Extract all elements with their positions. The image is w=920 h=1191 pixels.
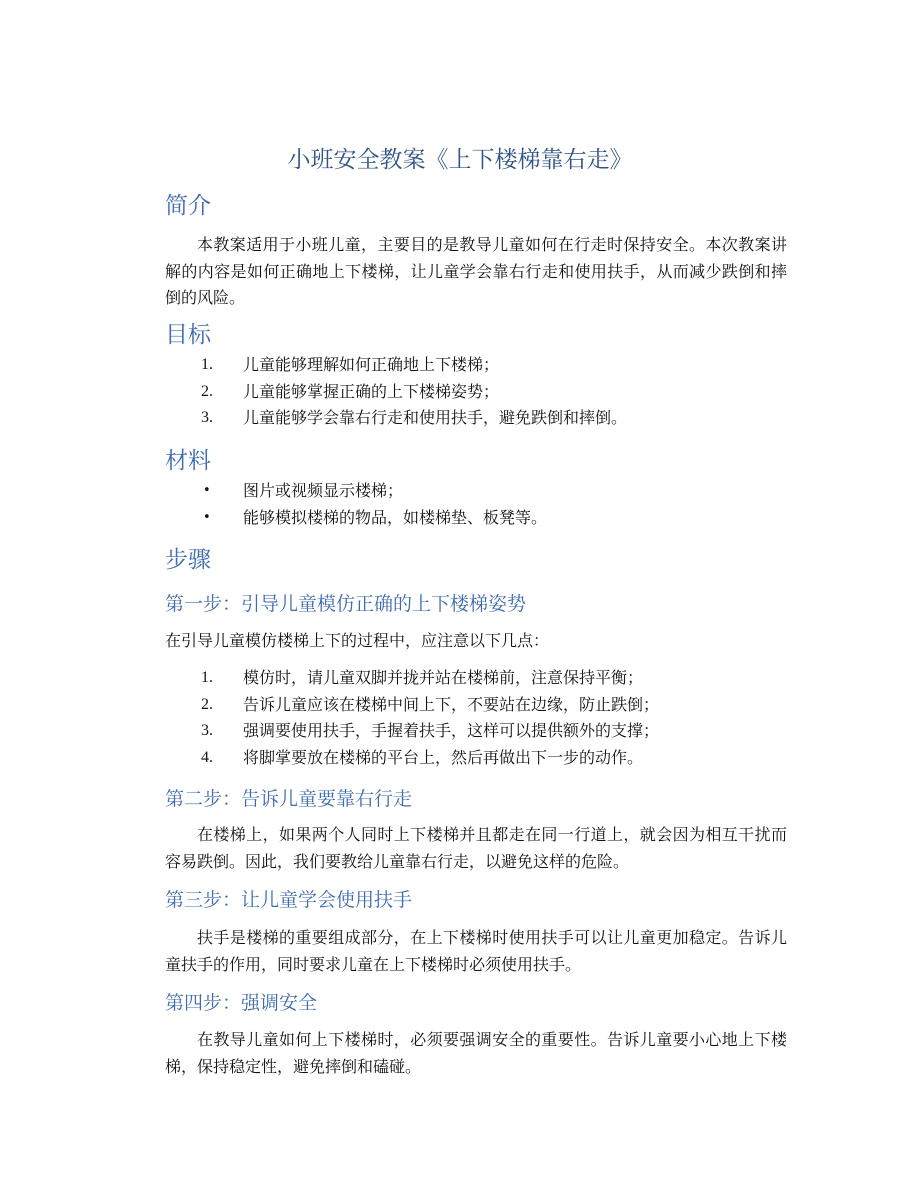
list-item-text: 告诉儿童应该在楼梯中间上下，不要站在边缘，防止跌倒； [243, 694, 660, 714]
list-item [165, 352, 787, 379]
list-item [165, 505, 787, 532]
goals-heading: 目标 [165, 322, 211, 348]
list-item [165, 665, 787, 692]
step4-heading: 第四步：强调安全 [165, 992, 318, 1014]
list-item-text: 图片或视频显示楼梯； [243, 481, 404, 500]
list-item [165, 718, 787, 745]
list-number: 2. [201, 382, 213, 400]
list-item-text: 将脚掌要放在楼梯的平台上，然后再做出下一步的动作。 [243, 747, 644, 767]
bullet-icon: • [203, 483, 211, 498]
list-item-text: 模仿时，请儿童双脚并拢并站在楼梯前，注意保持平衡； [243, 668, 644, 687]
list-number: 2. [201, 695, 213, 713]
list-item [165, 379, 787, 406]
list-item-text: 儿童能够学会靠右行走和使用扶手，避免跌倒和摔倒。 [243, 408, 628, 427]
step3-heading: 第三步：让儿童学会使用扶手 [165, 889, 413, 911]
document-title: 小班安全教案《上下楼梯靠右走》 [287, 147, 633, 173]
list-item [165, 745, 787, 772]
intro-paragraph: 本教案适用于小班儿童，主要目的是教导儿童如何在行走时保持安全。本次教案讲解的内容是如何正确地上下楼梯，让儿童学会靠右行走和使用扶手，从而减少跌倒和摔倒的风险。 [165, 235, 787, 307]
step1-list [165, 665, 787, 771]
step2-heading: 第二步：告诉儿童要靠右行走 [165, 788, 413, 810]
step2-paragraph: 在楼梯上，如果两个人同时上下楼梯并且都走在同一行道上，就会因为相互干扰而容易跌倒。因此，我们要教给儿童靠右行走，以避免这样的危险。 [165, 825, 787, 871]
list-item-text: 强调要使用扶手，手握着扶手，这样可以提供额外的支撑； [243, 721, 660, 740]
list-item-text: 儿童能够理解如何正确地上下楼梯； [243, 355, 500, 374]
goals-list [165, 352, 787, 432]
list-item-text: 能够模拟楼梯的物品，如楼梯垫、板凳等。 [243, 507, 548, 527]
list-item-text: 儿童能够掌握正确的上下楼梯姿势； [243, 381, 500, 401]
step3-paragraph: 扶手是楼梯的重要组成部分，在上下楼梯时使用扶手可以让儿童更加稳定。告诉儿童扶手的作用，同时要求儿童在上下楼梯时必须使用扶手。 [165, 928, 787, 974]
step4-paragraph: 在教导儿童如何上下楼梯时，必须要强调安全的重要性。告诉儿童要小心地上下楼梯，保持稳定性，避免摔倒和磕碰。 [165, 1030, 787, 1076]
steps-heading: 步骤 [165, 547, 211, 573]
list-item [165, 405, 787, 432]
list-number: 4. [201, 748, 213, 766]
step1-lead: 在引导儿童模仿楼梯上下的过程中，应注意以下几点： [165, 631, 550, 650]
list-number: 3. [201, 409, 213, 426]
intro-heading: 简介 [165, 193, 211, 219]
list-item [165, 692, 787, 719]
materials-list [165, 478, 787, 531]
bullet-icon: • [203, 509, 211, 525]
step1-heading: 第一步：引导儿童模仿正确的上下楼梯姿势 [165, 593, 527, 615]
list-number: 1. [201, 356, 213, 373]
list-item [165, 478, 787, 505]
materials-heading: 材料 [165, 448, 211, 474]
list-number: 3. [201, 722, 213, 739]
list-number: 1. [201, 669, 213, 686]
